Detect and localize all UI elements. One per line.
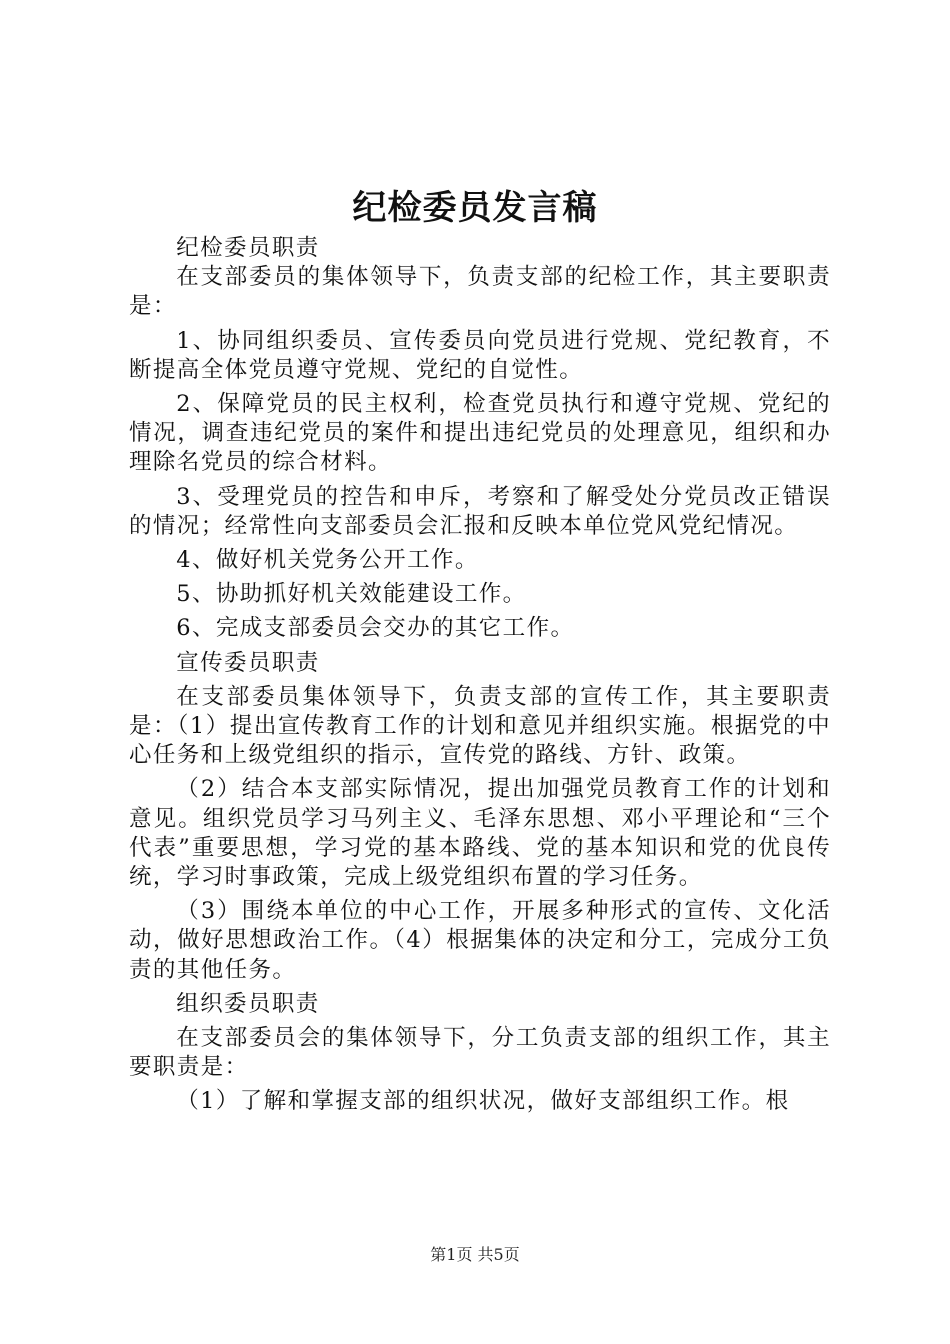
paragraph: 1、协同组织委员、宣传委员向党员进行党规、党纪教育，不断提高全体党员遵守党规、党纪的自觉性。: [129, 327, 831, 383]
section-heading-propaganda: 宣传委员职责: [176, 649, 320, 676]
paragraph: 5、协助抓好机关效能建设工作。: [176, 581, 527, 608]
page-footer: 第1页 共5页: [430, 1245, 520, 1264]
section-heading-organization: 组织委员职责: [176, 990, 320, 1017]
paragraph: 4、做好机关党务公开工作。: [176, 547, 479, 574]
document-title: 纪检委员发言稿: [352, 188, 598, 228]
paragraph: （1）了解和掌握支部的组织状况，做好支部组织工作。根: [176, 1088, 790, 1115]
section-heading-discipline: 纪检委员职责: [176, 235, 320, 261]
paragraph: 在支部委员会的集体领导下，分工负责支部的组织工作，其主要职责是：: [129, 1025, 831, 1081]
paragraph: （3）围绕本单位的中心工作，开展多种形式的宣传、文化活动，做好思想政治工作。（4）根据集体的决定和分工，完成分工负责的其他任务。: [129, 898, 831, 983]
paragraph: 2、保障党员的民主权利，检查党员执行和遵守党规、党纪的情况，调查违纪党员的案件和提出违纪党员的处理意见，组织和办理除名党员的综合材料。: [129, 391, 831, 476]
paragraph: 3、受理党员的控告和申斥，考察和了解受处分党员改正错误的情况；经常性向支部委员会汇报和反映本单位党风党纪情况。: [129, 483, 831, 539]
paragraph: （2）结合本支部实际情况，提出加强党员教育工作的计划和意见。组织党员学习马列主义、毛泽东思想、邓小平理论和“三个代表”重要思想，学习党的基本路线、党的基本知识和党的优良传统，学习时事政策，完成上级党组织布置的学习任务。: [129, 776, 831, 891]
paragraph: 在支部委员的集体领导下，负责支部的纪检工作，其主要职责是：: [129, 264, 831, 320]
document-body: [129, 234, 831, 1117]
paragraph: 在支部委员集体领导下，负责支部的宣传工作，其主要职责是：（1）提出宣传教育工作的计划和意见并组织实施。根据党的中心任务和上级党组织的指示，宣传党的路线、方针、政策。: [129, 683, 831, 769]
paragraph: 6、完成支部委员会交办的其它工作。: [176, 615, 575, 642]
